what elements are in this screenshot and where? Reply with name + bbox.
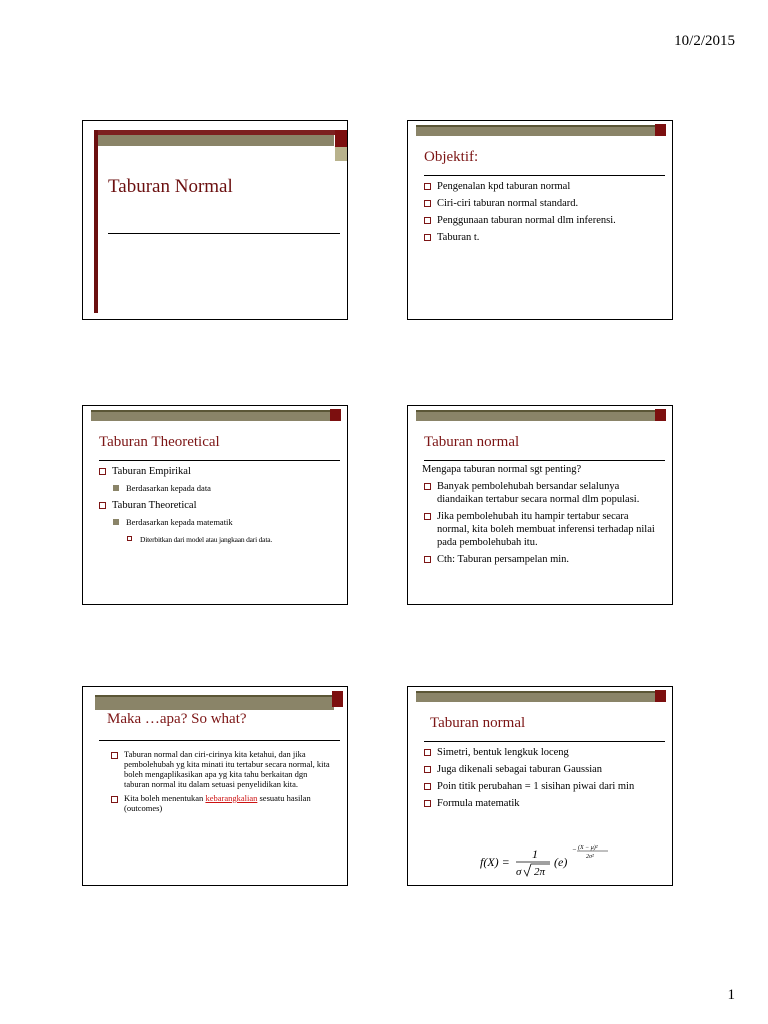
formula-root: 2π bbox=[534, 866, 546, 878]
formula-exp-numerator: (X − μ)² bbox=[578, 845, 598, 851]
slide-heading: Taburan Theoretical bbox=[99, 434, 220, 450]
normal-formula bbox=[478, 842, 618, 882]
bullet-list bbox=[422, 180, 662, 248]
title-underline bbox=[108, 233, 340, 234]
list-item: Poin titik perubahan = 1 sisihan piwai dari min bbox=[422, 780, 662, 793]
slide-objektif bbox=[407, 120, 673, 320]
formula-exp-sign: − bbox=[572, 846, 577, 854]
heading-rule bbox=[424, 175, 665, 176]
slide-heading: Taburan normal bbox=[430, 715, 526, 731]
list-subitem: Berdasarkan kepada matematik bbox=[111, 516, 337, 529]
slide-title-text: Taburan Normal bbox=[108, 176, 233, 197]
decor-square-red bbox=[330, 409, 341, 421]
heading-rule bbox=[99, 740, 340, 741]
decor-square-red bbox=[655, 690, 666, 702]
page-number: 1 bbox=[727, 987, 735, 1003]
list-subitem: Berdasarkan kepada data bbox=[111, 482, 337, 495]
decor-left-bar bbox=[94, 130, 98, 313]
text-segment: Kita boleh menentukan bbox=[124, 793, 206, 803]
slide-heading: Maka …apa? So what? bbox=[107, 711, 247, 727]
list-item: Taburan Theoretical bbox=[97, 499, 337, 512]
decor-bar-accent bbox=[94, 130, 335, 135]
list-item: Ciri-ciri taburan normal standard. bbox=[422, 197, 662, 210]
formula-exp-denominator: 2σ² bbox=[586, 854, 594, 860]
list-item: Pengenalan kpd taburan normal bbox=[422, 180, 662, 193]
list-item: Taburan Empirikal bbox=[97, 465, 337, 478]
slide-so-what bbox=[82, 686, 348, 886]
slide-title bbox=[82, 120, 348, 320]
heading-rule bbox=[424, 460, 665, 461]
lead-text: Mengapa taburan normal sgt penting? bbox=[422, 464, 582, 475]
list-item bbox=[109, 793, 333, 813]
formula-sigma: σ bbox=[516, 866, 522, 878]
decor-square-red bbox=[335, 130, 348, 147]
list-item: Juga dikenali sebagai taburan Gaussian bbox=[422, 763, 662, 776]
slide-taburan-theoretical bbox=[82, 405, 348, 605]
decor-square-red bbox=[332, 691, 343, 707]
list-item: Jika pembolehubah itu hampir tertabur secara normal, kita boleh membuat inferensi terhadap nilai pada pembolehubah itu. bbox=[422, 510, 662, 549]
decor-square-red bbox=[655, 409, 666, 421]
decor-bar bbox=[91, 410, 330, 421]
list-item: Cth: Taburan persampelan min. bbox=[422, 553, 662, 566]
slide-heading: Taburan normal bbox=[424, 434, 520, 450]
list-item: Taburan normal dan ciri-cirinya kita ketahui, dan jika pembolehubah yg kita minati itu tertabur secara normal, kita boleh mengaplikasikan apa yg kita tahu berkaitan dgn taburan normal itu dalam setuasi penyelidikan kita. bbox=[109, 749, 333, 789]
formula-numerator: 1 bbox=[532, 847, 538, 861]
bullet-list bbox=[422, 746, 662, 814]
list-item: Formula matematik bbox=[422, 797, 662, 810]
heading-rule bbox=[424, 741, 665, 742]
formula-lhs: f(X) = bbox=[480, 855, 510, 869]
decor-square-olive bbox=[335, 147, 348, 161]
decor-square-red bbox=[655, 124, 666, 136]
list-item: Simetri, bentuk lengkuk loceng bbox=[422, 746, 662, 759]
list-subsubitem: Diterbitkan dari model atau jangkaan dari data. bbox=[125, 533, 337, 546]
list-item: Taburan t. bbox=[422, 231, 662, 244]
heading-rule bbox=[99, 460, 340, 461]
decor-bar bbox=[416, 125, 655, 136]
slide-taburan-normal-props bbox=[407, 686, 673, 886]
list-item: Banyak pembolehubah bersandar selalunya diandaikan tertabur secara normal dlm populasi. bbox=[422, 480, 662, 506]
page-date: 10/2/2015 bbox=[674, 33, 735, 49]
highlighted-term: kebarangkalian bbox=[205, 793, 258, 803]
text-segment: sesuatu hasilan (outcomes) bbox=[124, 793, 311, 813]
bullet-list bbox=[109, 749, 333, 817]
decor-bar bbox=[416, 410, 655, 421]
bullet-list bbox=[97, 465, 337, 550]
list-item: Penggunaan taburan normal dlm inferensi. bbox=[422, 214, 662, 227]
slide-heading: Objektif: bbox=[424, 149, 479, 165]
formula-base: (e) bbox=[554, 855, 568, 869]
bullet-list bbox=[422, 480, 662, 570]
decor-bar bbox=[95, 695, 334, 710]
decor-bar bbox=[416, 691, 655, 702]
slide-taburan-normal-why bbox=[407, 405, 673, 605]
